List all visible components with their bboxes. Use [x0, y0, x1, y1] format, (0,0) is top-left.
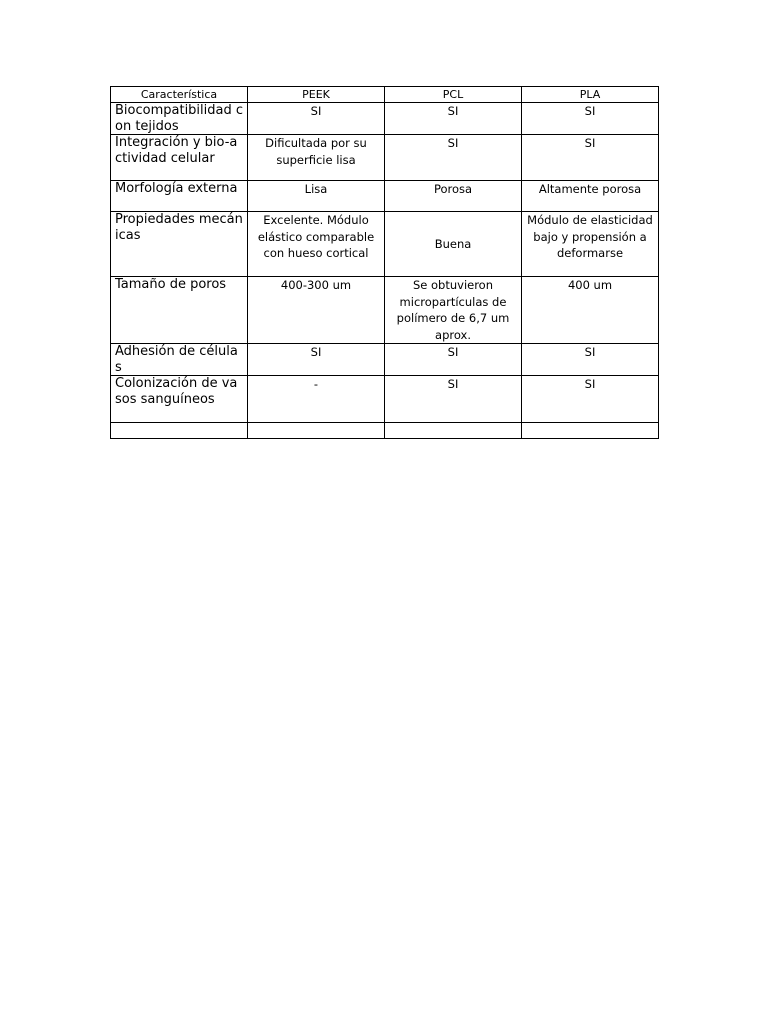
feature-cell: Colonización de vasos sanguíneos: [111, 376, 248, 423]
peek-cell: 400-300 um: [248, 277, 385, 344]
pcl-cell: Buena: [385, 212, 522, 277]
header-cell: PLA: [522, 87, 659, 103]
pcl-cell: Porosa: [385, 181, 522, 212]
feature-cell: Adhesión de células: [111, 344, 248, 376]
pla-cell: [522, 423, 659, 439]
header-cell: Característica: [111, 87, 248, 103]
table-header-row: [111, 87, 659, 103]
peek-cell: Dificultada por su superficie lisa: [248, 135, 385, 181]
table-row-empty: [111, 423, 659, 439]
header-cell: PEEK: [248, 87, 385, 103]
feature-cell: Biocompatibilidad con tejidos: [111, 103, 248, 135]
peek-cell: Excelente. Módulo elástico comparable con hueso cortical: [248, 212, 385, 277]
feature-cell: [111, 423, 248, 439]
peek-cell: Lisa: [248, 181, 385, 212]
feature-cell: Propiedades mecánicas: [111, 212, 248, 277]
pla-cell: SI: [522, 344, 659, 376]
peek-cell: [248, 423, 385, 439]
pla-cell: 400 um: [522, 277, 659, 344]
pla-cell: SI: [522, 135, 659, 181]
table-row: [111, 376, 659, 423]
peek-cell: SI: [248, 344, 385, 376]
pla-cell: Módulo de elasticidad bajo y propensión a deformarse: [522, 212, 659, 277]
table-row: [111, 181, 659, 212]
pcl-cell: [385, 423, 522, 439]
pcl-cell: SI: [385, 376, 522, 423]
pcl-cell: SI: [385, 103, 522, 135]
feature-cell: Tamaño de poros: [111, 277, 248, 344]
table-row: [111, 344, 659, 376]
pcl-cell: SI: [385, 135, 522, 181]
table-row: [111, 135, 659, 181]
pla-cell: SI: [522, 103, 659, 135]
pla-cell: Altamente porosa: [522, 181, 659, 212]
pcl-cell: Se obtuvieron micropartículas de polímero de 6,7 um aprox.: [385, 277, 522, 344]
table-row: [111, 277, 659, 344]
pla-cell: SI: [522, 376, 659, 423]
peek-cell: -: [248, 376, 385, 423]
table-row: [111, 103, 659, 135]
table-row: [111, 212, 659, 277]
feature-cell: Morfología externa: [111, 181, 248, 212]
header-cell: PCL: [385, 87, 522, 103]
feature-cell: Integración y bio-actividad celular: [111, 135, 248, 181]
pcl-cell: SI: [385, 344, 522, 376]
comparison-table: [110, 86, 659, 439]
peek-cell: SI: [248, 103, 385, 135]
